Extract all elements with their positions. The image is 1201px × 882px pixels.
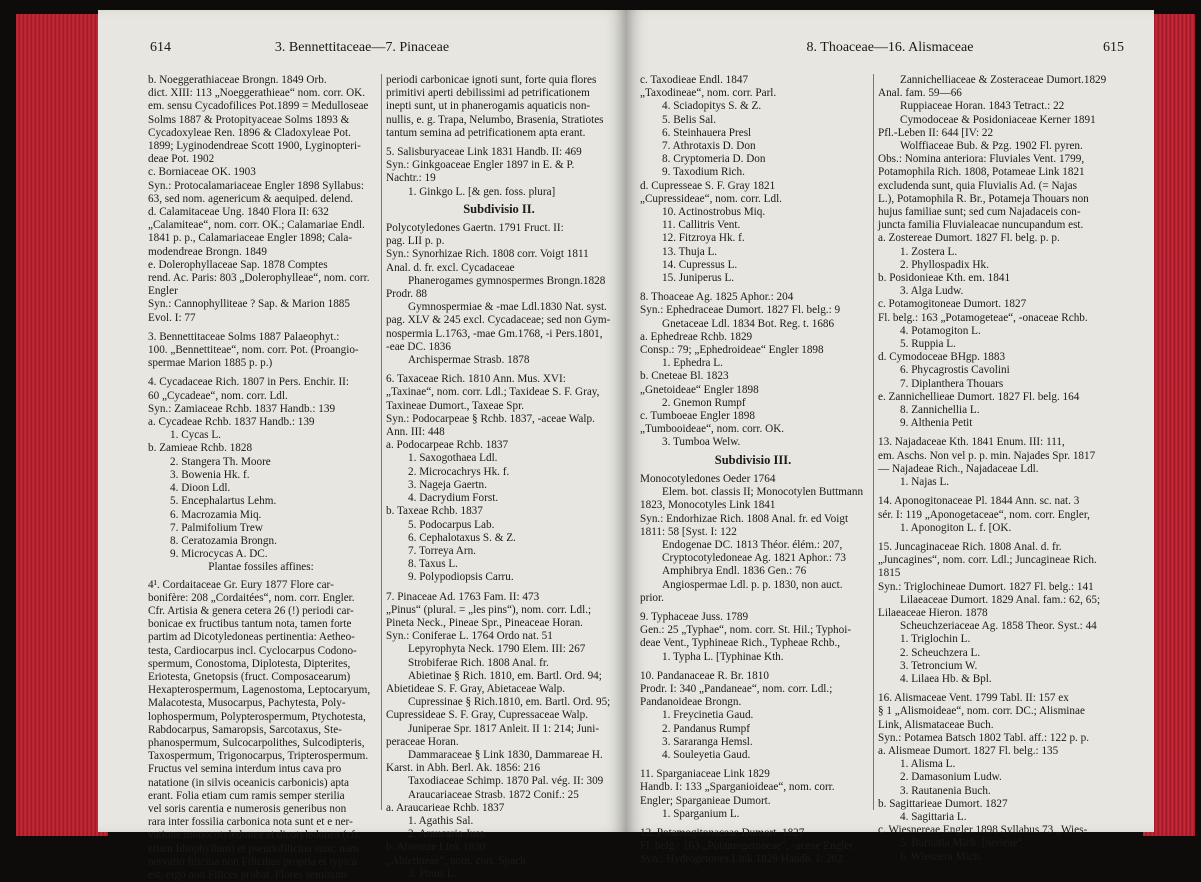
text-line: d. Cymodoceae BHgp. 1883 bbox=[878, 351, 1006, 364]
text-line: „Cupressideae“, nom. corr. Ldl. bbox=[640, 192, 782, 205]
text-line: b. Sagittarieae Dumort. 1827 bbox=[878, 797, 1008, 810]
text-line: 1. Alisma L. bbox=[900, 758, 956, 771]
text-line: 3. Nageja Gaertn. bbox=[408, 478, 487, 491]
text-line: b. Cneteae Bl. 1823 bbox=[640, 370, 729, 383]
page-number-left: 614 bbox=[150, 40, 171, 55]
text-line: Malacotesta, Musocarpus, Pachytesta, Poly- bbox=[148, 697, 346, 710]
text-line: deae Pot. 1902 bbox=[148, 153, 215, 166]
text-line: Endogenae DC. 1813 Théor. élém.: 207, bbox=[662, 538, 843, 551]
text-line: c. Wiesnereae Engler 1898 Syllabus 73 „Wies- bbox=[878, 824, 1088, 837]
text-line: Anal. fam. 59—66 bbox=[878, 87, 962, 100]
text-line: e. Zannichellieae Dumort. 1827 Fl. belg. 164 bbox=[878, 390, 1080, 403]
text-line: „Taxinae“, nom. corr. Ldl.; Taxideae S. F. Gray, bbox=[386, 386, 600, 399]
text-line: 60 „Cycadeae“, nom. corr. Ldl. bbox=[148, 389, 288, 402]
text-line: Cupressinae § Rich.1810, em. Bartl. Ord. 95; bbox=[408, 696, 611, 709]
text-line: 3. Rautanenia Buch. bbox=[900, 784, 991, 797]
text-line: Lilaeaceae Hieron. 1878 bbox=[878, 606, 988, 619]
text-line: 5. Ruppia L. bbox=[900, 338, 956, 351]
text-line: Evol. I: 77 bbox=[148, 311, 196, 324]
text-line: 1. Ephedra L. bbox=[662, 357, 723, 370]
text-line: 1. Triglochin L. bbox=[900, 633, 971, 646]
text-line: Wolffiaceae Bub. & Pzg. 1902 Fl. pyren. bbox=[900, 140, 1083, 153]
text-line: 4. Sciadopitys S. & Z. bbox=[662, 100, 762, 113]
text-line: Ruppiaceae Horan. 1843 Tetract.: 22 bbox=[900, 100, 1065, 113]
text-line: Cryptocotyledoneae Ag. 1821 Aphor.: 73 bbox=[662, 552, 846, 565]
text-line: Syn.: Ginkgoaceae Engler 1897 in E. & P. bbox=[386, 159, 575, 172]
text-line: lophospermum, Polypterospermum, Ptychotesta, bbox=[148, 710, 366, 723]
text-line: 9. Microcycas A. DC. bbox=[170, 548, 268, 561]
text-line: Gen.: 25 „Typhae“, nom. corr. St. Hil.; Typhoi- bbox=[640, 624, 852, 637]
text-line: 1. Sparganium L. bbox=[662, 807, 740, 820]
text-line: 1811: 58 [Syst. I: 122 bbox=[640, 525, 737, 538]
text-line: Syn.: Potamea Batsch 1802 Tabl. aff.: 122 p. p. bbox=[878, 731, 1090, 744]
text-line: c. Potamogitoneae Dumort. 1827 bbox=[878, 298, 1027, 311]
text-line: a. Araucarieae Rchb. 1837 bbox=[386, 801, 505, 814]
text-line: L.), Potamophila R. Br., Potameja Thouars non bbox=[878, 192, 1089, 205]
text-line: 9. Typhaceae Juss. 1789 bbox=[640, 610, 749, 623]
text-line: bonifère: 208 „Cordaitées“, nom. corr. Engler. bbox=[148, 591, 355, 604]
text-line: 5. Burnatia Mich. [nerieae“ bbox=[900, 837, 1023, 850]
text-line: 15. Juncaginaceae Rich. 1808 Anal. d. fr. bbox=[878, 540, 1062, 553]
text-line: rend. Ac. Paris: 803 „Dolerophylleae“, nom. corr. bbox=[148, 272, 370, 285]
text-line: 4¹. Cordaitaceae Gr. Eury 1877 Flore car- bbox=[148, 578, 334, 591]
text-line: 2. Scheuchzera L. bbox=[900, 646, 981, 659]
text-line: 12. Potamogitonaceae Dumort. 1827 bbox=[640, 826, 805, 839]
text-line: 4. Cycadaceae Rich. 1807 in Pers. Enchir. II: bbox=[148, 376, 350, 389]
text-line: juncta familia Fluvialeacae nuncupandum est. bbox=[878, 219, 1084, 232]
text-line: spermae Marion 1885 p. p.) bbox=[148, 357, 273, 370]
text-line: 1. Typha L. [Typhinae Kth. bbox=[662, 650, 784, 663]
text-line: „Calamiteae“, nom. corr. OK.; Calamariae Endl. bbox=[148, 219, 365, 232]
text-line: pag. LII p. p. bbox=[386, 235, 445, 248]
text-line: 7. Athrotaxis D. Don bbox=[662, 140, 756, 153]
text-line: Handb. I: 133 „Sparganioideae“, nom. corr. bbox=[640, 781, 835, 794]
text-line: Lilaeaceae Dumort. 1829 Anal. fam.: 62, 65; bbox=[900, 593, 1101, 606]
text-line: a. Podocarpeae Rchb. 1837 bbox=[386, 439, 509, 452]
text-line: Engler bbox=[148, 285, 178, 298]
text-line: 12. Fitzroya Hk. f. bbox=[662, 232, 745, 245]
text-line: 3. Alga Ludw. bbox=[900, 285, 964, 298]
text-line: 100. „Bennettiteae“, nom. corr. Pot. (Proangio- bbox=[148, 344, 359, 357]
text-line: 11. Sparganiaceae Link 1829 bbox=[640, 768, 770, 781]
text-line: Syn.: Cannophylliteae ? Sap. & Marion 1885 bbox=[148, 298, 350, 311]
text-line: Phanerogames gymnospermes Brongn.1828 bbox=[408, 274, 606, 287]
text-line: Syn.: Triglochineae Dumort. 1827 Fl. belg.: 141 bbox=[878, 580, 1094, 593]
text-line: etiam Idiophyllum) et pseudofilicina sunt; nam bbox=[148, 842, 359, 855]
text-line: inepti sunt, ut in phanerogamis aquaticis non- bbox=[386, 100, 591, 113]
text-line: peraceae Horan. bbox=[386, 735, 459, 748]
text-line: tantum semina ad petrificationem apta erant. bbox=[386, 126, 586, 139]
text-line: 5. Belis Sal. bbox=[662, 113, 717, 126]
text-line: Scheuchzeriaceae Ag. 1858 Theor. Syst.: 44 bbox=[900, 620, 1097, 633]
column-divider bbox=[381, 74, 382, 810]
text-line: Juniperae Spr. 1817 Anleit. II 1: 214; Juni- bbox=[408, 722, 600, 735]
text-line: 7. Torreya Arn. bbox=[408, 544, 476, 557]
text-line: erant. Folia etiam cum ramis semper sterilia bbox=[148, 789, 345, 802]
text-line: Syn.: Synorhizae Rich. 1808 corr. Voigt 1811 bbox=[386, 248, 589, 261]
text-line: est, ergo non Filices probat. Flores seminum bbox=[148, 868, 347, 881]
text-line: Anal. d. fr. excl. Cycadaceae bbox=[386, 261, 515, 274]
page-number-right: 615 bbox=[1103, 40, 1124, 55]
text-line: 2. Stangera Th. Moore bbox=[170, 455, 271, 468]
text-line: c. Taxodieae Endl. 1847 bbox=[640, 74, 749, 86]
text-line: 2. Damasonium Ludw. bbox=[900, 771, 1002, 784]
text-line: „Abietineae“, nom. corr. Spach bbox=[386, 854, 526, 867]
left-page-column-1 bbox=[148, 74, 374, 882]
text-line: Link, Alismataceae Buch. bbox=[878, 718, 994, 731]
text-line: nospermia L.1763, -mae Gm.1768, -i Pers.1801, bbox=[386, 327, 603, 340]
text-line: 8. Ceratozamia Brongn. bbox=[170, 534, 277, 547]
text-line: Obs.: Nomina anteriora: Fluviales Vent. 1799, bbox=[878, 153, 1085, 166]
text-line: Solms 1887 & Protopityaceae Solms 1893 & bbox=[148, 113, 350, 126]
text-line: 8. Thoaceae Ag. 1825 Aphor.: 204 bbox=[640, 291, 794, 304]
text-line: Archispermae Strasb. 1878 bbox=[408, 354, 530, 367]
text-line: Elem. bot. classis II; Monocotylen Buttmann bbox=[662, 486, 864, 499]
text-line: Taxodiaceae Schimp. 1870 Pal. vég. II: 309 bbox=[408, 775, 604, 788]
text-line: Cfr. Artisia & genera cetera 26 (!) periodi car- bbox=[148, 604, 354, 617]
running-head-left: 3. Bennettitaceae—7. Pinaceae bbox=[274, 40, 450, 55]
text-line: 1841 p. p., Calamariaceae Engler 1898; Cala- bbox=[148, 232, 353, 245]
text-line: Araucariaceae Strasb. 1872 Conif.: 25 bbox=[408, 788, 579, 801]
text-line: 13. Najadaceae Kth. 1841 Enum. III: 111, bbox=[878, 436, 1065, 449]
text-line: 5. Salisburyaceae Link 1831 Handb. II: 469 bbox=[386, 146, 582, 159]
text-line: partim ad Dicotyledoneas pertinentia: Aetheo- bbox=[148, 631, 355, 644]
text-line: 4. Souleyetia Gaud. bbox=[662, 748, 751, 761]
text-line: Cycadoxyleae Ren. 1896 & Cladoxyleae Pot. bbox=[148, 126, 351, 139]
text-line: Rabdocarpus, Samaropsis, Sarcotaxus, Ste- bbox=[148, 723, 342, 736]
text-line: 6. Steinhauera Presl bbox=[662, 126, 752, 139]
text-line: Syn.: Podocarpeae § Rchb. 1837, -aceae Walp. bbox=[386, 412, 595, 425]
text-line: c. Tumboeae Engler 1898 bbox=[640, 410, 755, 423]
text-line: 9. Althenia Petit bbox=[900, 417, 973, 430]
text-line: „Gnetoideae“ Engler 1898 bbox=[640, 383, 759, 396]
text-line: Nachtr.: 19 bbox=[386, 172, 436, 185]
section-heading: Subdivisio II. bbox=[463, 201, 535, 216]
text-line: „Pinus“ (plural. = „les pins“), nom. corr. Ldl.; bbox=[386, 603, 592, 616]
text-line: 1. Saxogothaea Ldl. bbox=[408, 452, 498, 465]
text-line: d. Cupresseae S. F. Gray 1821 bbox=[640, 179, 776, 192]
text-line: 13. Thuja L. bbox=[662, 245, 718, 258]
text-line: Syn.: Protocalamariaceae Engler 1898 Syllabus: bbox=[148, 179, 364, 192]
text-line: 3. Bowenia Hk. f. bbox=[170, 468, 250, 481]
text-line: Engler; Sparganieae Dumort. bbox=[640, 794, 771, 807]
text-line: 3. Bennettitaceae Solms 1887 Palaeophyt.: bbox=[148, 330, 340, 343]
text-line: Abietideae S. F. Gray, Abietaceae Walp. bbox=[386, 682, 566, 695]
text-line: modendreae Brongn. 1849 bbox=[148, 245, 267, 258]
text-line: 1. Cycas L. bbox=[170, 429, 221, 442]
text-line: 3. Tetroncium W. bbox=[900, 659, 978, 672]
right-page-column-2 bbox=[878, 74, 1107, 864]
text-line: „Juncagines“, nom. corr. Ldl.; Juncagineae Rich. bbox=[878, 554, 1097, 567]
text-line: 1. Agathis Sal. bbox=[408, 814, 474, 827]
text-line: c. Borniaceae OK. 1903 bbox=[148, 166, 256, 179]
text-line: deae Vent., Typhineae Rich., Typheae Rchb., bbox=[640, 637, 841, 650]
text-line: b. Abieteae Link 1830 bbox=[386, 841, 486, 854]
text-line: b. Noeggerathiaceae Brongn. 1849 Orb. bbox=[148, 74, 327, 86]
text-line: 5. Encephalartus Lehm. bbox=[170, 495, 277, 508]
text-line: 4. Dacrydium Forst. bbox=[408, 492, 499, 505]
text-line: Amphibrya Endl. 1836 Gen.: 76 bbox=[662, 565, 807, 578]
text-line: 1815 bbox=[878, 567, 901, 580]
text-line: 14. Cupressus L. bbox=[662, 258, 738, 271]
text-line: Syn.: Endorhizae Rich. 1808 Anal. fr. ed Voigt bbox=[640, 512, 849, 525]
text-line: b. Zamieae Rchb. 1828 bbox=[148, 442, 253, 455]
text-line: Angiospermae Ldl. p. p. 1830, non auct. bbox=[662, 578, 843, 591]
text-line: dict. XIII: 113 „Noeggerathieae“ nom. corr. OK. bbox=[148, 87, 366, 100]
text-line: 7. Diplanthera Thouars bbox=[900, 377, 1004, 390]
text-line: Plantae fossiles affines: bbox=[208, 561, 314, 574]
text-line: a. Alismeae Dumort. 1827 Fl. belg.: 135 bbox=[878, 744, 1059, 757]
text-line: 11. Callitris Vent. bbox=[662, 219, 741, 232]
text-line: 14. Aponogitonaceae Pl. 1844 Ann. sc. nat. 3 bbox=[878, 495, 1080, 508]
text-line: 8. Cryptomeria D. Don bbox=[662, 153, 766, 166]
text-line: pag. XLV & 245 excl. Cycadaceae; sed non Gym- bbox=[386, 314, 611, 327]
text-line: Hexapterospermum, Lagenostoma, Leptocaryum, bbox=[148, 684, 371, 697]
text-line: 6. Phycagrostis Cavolini bbox=[900, 364, 1010, 377]
text-line: 7. Pinaceae Ad. 1763 Fam. II: 473 bbox=[386, 590, 540, 603]
text-line: 1899; Lyginodendreae Scott 1900, Lyginopteri- bbox=[148, 140, 361, 153]
text-line: -eae DC. 1836 bbox=[386, 340, 451, 353]
text-line: Zannichelliaceae & Zosteraceae Dumort.1829 bbox=[900, 74, 1107, 86]
text-line: Consp.: 79; „Ephedroideae“ Engler 1898 bbox=[640, 344, 824, 357]
text-line: phanospermum, Sulcocarpolithes, Sulcodipteris, bbox=[148, 736, 365, 749]
text-line: Polycotyledones Gaertn. 1791 Fruct. II: bbox=[386, 222, 564, 235]
text-line: Abietinae § Rich. 1810, em. Bartl. Ord. 94; bbox=[408, 669, 602, 682]
text-line: b. Posidonieae Kth. em. 1841 bbox=[878, 272, 1011, 285]
text-line: 15. Juniperus L. bbox=[662, 272, 735, 285]
text-line: d. Calamitaceae Ung. 1840 Flora II: 632 bbox=[148, 206, 329, 219]
text-line: 6. Wiesnera Mich. bbox=[900, 850, 982, 863]
text-line: Dammaraceae § Link 1830, Dammareae H. bbox=[408, 748, 603, 761]
text-line: Syn.: Ephedraceae Dumort. 1827 Fl. belg.: 9 bbox=[640, 304, 841, 317]
text-line: Ann. III: 448 bbox=[386, 426, 445, 439]
text-line: „Taxodineae“, nom. corr. Parl. bbox=[640, 87, 777, 100]
text-line: 2. Araucaria Juss. bbox=[408, 828, 487, 841]
text-line: 1. Ginkgo L. [& gen. foss. plura] bbox=[408, 185, 556, 198]
text-line: 2. Pandanus Rumpf bbox=[662, 722, 750, 735]
text-line: e. Dolerophyllaceae Sap. 1878 Comptes bbox=[148, 258, 328, 271]
text-line: 1. Freycinetia Gaud. bbox=[662, 709, 754, 722]
text-line: primitivi aperti debilissimi ad petrificationem bbox=[386, 87, 590, 100]
text-line: Pfl.-Leben II: 644 [IV: 22 bbox=[878, 126, 994, 139]
text-line: 9. Polypodiopsis Carru. bbox=[408, 571, 514, 584]
text-line: 2. Phyllospadix Hk. bbox=[900, 258, 989, 271]
text-line: Fl. belg.: 163 „Potamogeteae“, -onaceae Rchb. bbox=[878, 311, 1088, 324]
book-edge-left bbox=[16, 14, 108, 836]
text-line: 6. Cephalotaxus S. & Z. bbox=[408, 531, 516, 544]
text-line: 10. Actinostrobus Miq. bbox=[662, 206, 766, 219]
text-line: b. Taxeae Rchb. 1837 bbox=[386, 505, 483, 518]
text-line: 2. Gnemon Rumpf bbox=[662, 396, 746, 409]
text-line: a. Cycadeae Rchb. 1837 Handb.: 139 bbox=[148, 416, 315, 429]
text-line: natatione (in silvis oceanicis carbonicis) apta bbox=[148, 776, 349, 789]
text-line: 16. Alismaceae Vent. 1799 Tabl. II: 157 ex bbox=[878, 692, 1069, 705]
text-line: „Tumbooideae“, nom. corr. OK. bbox=[640, 423, 785, 436]
text-line: Fl. belg.: 163 „Potamogetoneae“, -aceae Engler bbox=[640, 840, 854, 853]
text-line: em. Aschs. Non vel p. p. min. Najades Spr. 1817 bbox=[878, 449, 1096, 462]
text-line: periodi carbonicae ignoti sunt, forte quia flores bbox=[386, 74, 597, 86]
section-heading: Subdivisio III. bbox=[714, 452, 792, 467]
text-line: 4. Potamogiton L. bbox=[900, 324, 981, 337]
text-line: — Najadeae Rich., Najadaceae Ldl. bbox=[878, 462, 1039, 475]
text-line: 2. Microcachrys Hk. f. bbox=[408, 465, 510, 478]
text-line: 3. Pinus L. bbox=[408, 867, 457, 880]
text-line: 1. Najas L. bbox=[900, 476, 950, 489]
text-line: 63, sed nom. agenericum & aequiped. delend. bbox=[148, 192, 354, 205]
text-line: Prodr. I: 340 „Pandaneae“, nom. corr. Ldl.; bbox=[640, 682, 833, 695]
text-line: Taxineae Dumort., Taxeae Spr. bbox=[386, 399, 525, 412]
text-line: 4. Sagittaria L. bbox=[900, 810, 967, 823]
text-line: vel soris carentia e numerosis generibus non bbox=[148, 802, 347, 815]
text-line: rara inter fossilia carbonica nota sunt et e ner- bbox=[148, 816, 353, 829]
right-page bbox=[626, 10, 1154, 866]
text-line: testa, Cardiocarpus incl. Cyclocarpus Codono- bbox=[148, 644, 357, 657]
text-line: Pineta Neck., Pineae Spr., Pineaceae Horan. bbox=[386, 616, 583, 629]
text-line: hujus familiae sunt; sed cum Najadaceis con- bbox=[878, 206, 1081, 219]
text-line: nervatio filicina non Filicibus propria et typica bbox=[148, 855, 357, 868]
text-line: 7. Palmifolium Trew bbox=[170, 521, 263, 534]
text-line: spermum, Conostoma, Diplotesta, Dipterites, bbox=[148, 657, 351, 670]
text-line: Fructus vel semina interdum intus cava pro bbox=[148, 763, 342, 776]
text-line: Eriotesta, Gnetopsis (fruct. Composacearum) bbox=[148, 670, 351, 683]
text-line: § 1 „Alismoideae“, nom. corr. DC.; Alisminae bbox=[878, 705, 1085, 718]
text-line: 8. Taxus L. bbox=[408, 558, 458, 571]
text-line: 1. Zostera L. bbox=[900, 245, 958, 258]
text-line: nullis, e. g. Trapa, Nelumbo, Brasenia, Stratiotes bbox=[386, 113, 604, 126]
left-page-column-2 bbox=[386, 74, 612, 881]
text-line: Karst. in Abh. Berl. Ak. 1856: 216 bbox=[386, 762, 541, 775]
text-line: Prodr. 88 bbox=[386, 288, 428, 301]
text-line: 6. Macrozamia Miq. bbox=[170, 508, 262, 521]
text-line: Syn.: Zamiaceae Rchb. 1837 Handb.: 139 bbox=[148, 402, 336, 415]
text-line: excludenda sunt, quia Fluvialis Ad. (= Najas bbox=[878, 179, 1077, 192]
text-line: Cymodoceae & Posidoniaceae Kerner 1891 bbox=[900, 113, 1096, 126]
text-line: 1823, Monocotyles Link 1841 bbox=[640, 499, 776, 512]
text-line: 5. Podocarpus Lab. bbox=[408, 518, 495, 531]
text-line: Lepyrophyta Neck. 1790 Elem. III: 267 bbox=[408, 643, 586, 656]
text-line: a. Zostereae Dumort. 1827 Fl. belg. p. p. bbox=[878, 232, 1060, 245]
text-line: Strobiferae Rich. 1808 Anal. fr. bbox=[408, 656, 549, 669]
text-line: prior. bbox=[640, 591, 664, 604]
text-line: 6. Taxaceae Rich. 1810 Ann. Mus. XVI: bbox=[386, 373, 566, 386]
text-line: sér. I: 119 „Aponogetaceae“, nom. corr. Engler, bbox=[878, 508, 1090, 521]
text-line: Syn.: Coniferae L. 1764 Ordo nat. 51 bbox=[386, 630, 553, 643]
text-line: 1. Aponogiton L. f. [OK. bbox=[900, 521, 1012, 534]
text-line: Cupressideae S. F. Gray, Cupressaceae Walp. bbox=[386, 709, 589, 722]
text-line: 9. Taxodium Rich. bbox=[662, 166, 745, 179]
text-line: em. sensu Cycadofilices Pot.1899 = Medulloseae bbox=[148, 100, 369, 113]
text-line: 3. Tumboa Welw. bbox=[662, 436, 741, 449]
text-line: Syn.: Hydrogetones Link 1829 Handb. I: 282 bbox=[640, 853, 843, 866]
text-line: Gnetaceae Ldl. 1834 Bot. Reg. t. 1686 bbox=[662, 317, 835, 330]
text-line: 4. Lilaea Hb. & Bpl. bbox=[900, 672, 992, 685]
left-page bbox=[98, 10, 626, 881]
text-line: vatione monocotyledonea et dicotyledonea (cfr. bbox=[148, 829, 361, 842]
text-line: 8. Zannichellia L. bbox=[900, 404, 980, 417]
right-page-column-1 bbox=[640, 74, 866, 867]
text-line: Monocotyledones Oeder 1764 bbox=[640, 472, 776, 485]
text-line: Pandanoideae Brongn. bbox=[640, 696, 742, 709]
text-line: 4. Dioon Ldl. bbox=[170, 482, 231, 495]
text-line: Taxospermum, Trigonocarpus, Tripterospermum. bbox=[148, 750, 369, 763]
text-line: a. Ephedreae Rchb. 1829 bbox=[640, 330, 753, 343]
text-line: 3. Sararanga Hemsl. bbox=[662, 735, 753, 748]
column-divider bbox=[873, 74, 874, 810]
running-head-right: 8. Thoaceae—16. Alismaceae bbox=[806, 40, 974, 55]
text-line: 10. Pandanaceae R. Br. 1810 bbox=[640, 669, 769, 682]
text-line: Gymnospermiae & -mae Ldl.1830 Nat. syst. bbox=[408, 301, 607, 314]
text-line: bonicae ex fructibus tantum nota, tamen forte bbox=[148, 618, 352, 631]
text-line: Potamophila Rich. 1808, Potameae Link 1821 bbox=[878, 166, 1085, 179]
